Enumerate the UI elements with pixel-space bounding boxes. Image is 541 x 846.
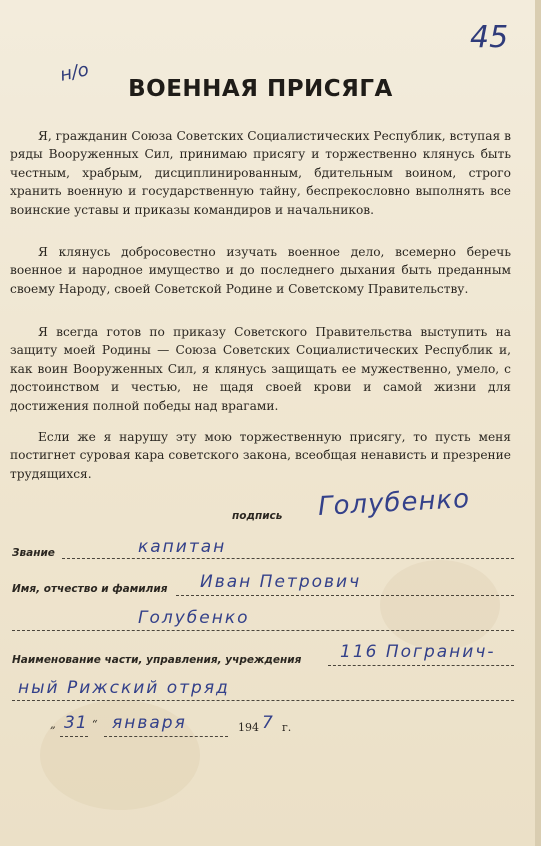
name-value-line-2: Голубенко bbox=[138, 608, 250, 628]
name-label: Имя, отчество и фамилия bbox=[12, 583, 168, 595]
name-line-2 bbox=[12, 630, 514, 631]
unit-line-1 bbox=[328, 665, 514, 666]
unit-line-2 bbox=[12, 700, 514, 701]
rank-label: Звание bbox=[12, 547, 55, 559]
handwritten-page-number: 45 bbox=[470, 20, 509, 55]
handwritten-signature: Голубенко bbox=[317, 484, 471, 522]
date-month-line bbox=[104, 736, 228, 737]
unit-label: Наименование части, управления, учреждения bbox=[12, 654, 302, 666]
oath-paragraph-2: Я клянусь добросовестно изучать военное дело, всемерно беречь военное и народное имущество и до последнего дыхания быть преданным своему Народу, своей Советской Родине и Советскому Правительству. bbox=[10, 245, 511, 296]
date-month: января bbox=[112, 713, 187, 733]
oath-paragraph-1: Я, гражданин Союза Советских Социалистических Республик, вступая в ряды Вооруженных Сил, принимаю присягу и торжественно клянусь быть честным, храбрым, дисциплинированным, бдительным воином, строго хранить военную и государственную тайну, беспрекословно выполнять все воинские уставы и приказы командиров и начальников. bbox=[10, 129, 511, 217]
paper-stain bbox=[380, 560, 500, 650]
rank-line bbox=[62, 558, 514, 559]
oath-paragraph-3: Я всегда готов по приказу Советского Правительства выступить на защиту моей Родины — Союза Советских Социалистических Республик и, как воин Вооруженных Сил, я клянусь защищать ее мужественно, умело, с достоинством и честью, не щадя своей крови и самой жизни для достижения полной победы над врагами. bbox=[10, 325, 511, 413]
oath-paragraph-4: Если же я нарушу эту мою торжественную присягу, то пусть меня постигнет суровая кара советского закона, всеобщая ненависть и презрение трудящихся. bbox=[10, 430, 511, 481]
document-title: ВОЕННАЯ ПРИСЯГА bbox=[128, 76, 393, 102]
unit-value-line-1: 116 Погранич- bbox=[340, 642, 496, 662]
date-day-line bbox=[60, 736, 88, 737]
date-day: 31 bbox=[64, 713, 88, 733]
unit-value-line-2: ный Рижский отряд bbox=[18, 678, 230, 698]
signature-label: подпись bbox=[232, 510, 283, 522]
date-year-prefix: 194 bbox=[238, 721, 259, 734]
name-line-1 bbox=[176, 595, 514, 596]
date-year-unit: г. bbox=[282, 721, 292, 734]
rank-value: капитан bbox=[138, 537, 227, 557]
date-open-quote: „ bbox=[50, 718, 58, 731]
handwritten-corner-mark: н/о bbox=[58, 59, 91, 86]
paper-edge bbox=[535, 0, 541, 846]
date-close-quote: “ bbox=[92, 718, 100, 731]
name-value-line-1: Иван Петрович bbox=[200, 572, 362, 592]
date-year-suffix: 7 bbox=[262, 713, 275, 733]
